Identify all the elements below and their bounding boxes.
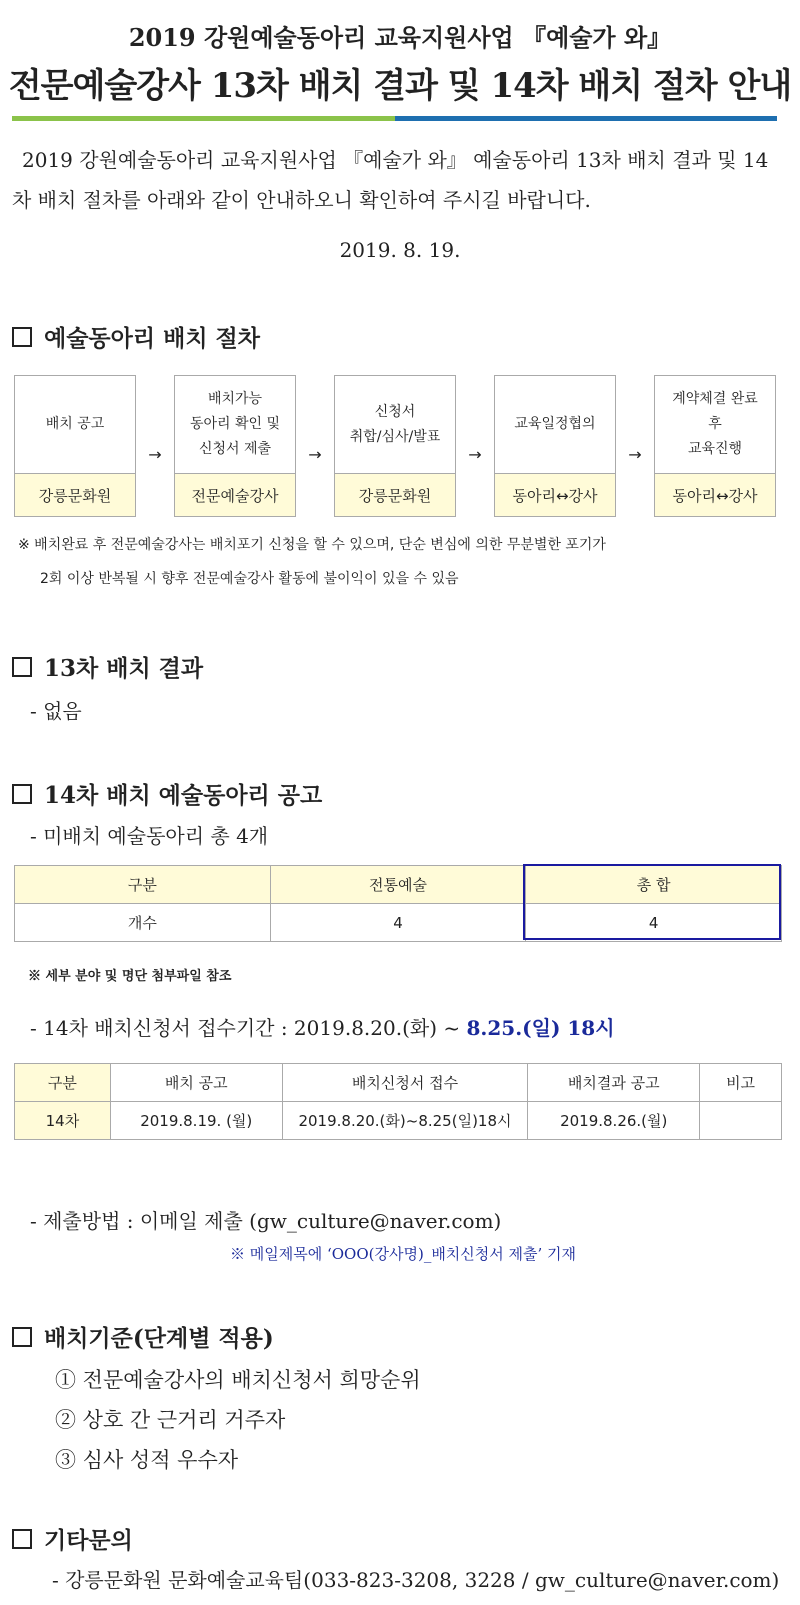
schedule-table	[14, 1063, 782, 1140]
checkbox-square-icon	[12, 1327, 32, 1347]
checkbox-square-icon	[12, 1529, 32, 1549]
arrow-right-icon: →	[308, 445, 322, 464]
checkbox-square-icon	[12, 657, 32, 677]
intro-text: 2019 강원예술동아리 교육지원사업 『예술가 와』 예술동아리 13차 배치 결과 및 14차 배치 절차를 아래와 같이 안내하오니 확인하여 주시길 바랍니다.	[12, 148, 769, 212]
notice-item: - 미배치 예술동아리 총 4개	[30, 824, 269, 848]
section-criteria-heading	[12, 1320, 274, 1353]
submit-note: ※ 메일제목에 ‘OOO(강사명)_배치신청서 제출’ 기재	[230, 1245, 577, 1263]
title-underline	[12, 116, 777, 121]
contact-item: - 강릉문화원 문화예술교육팀(033-823-3208, 3228 / gw_culture@naver.com)	[52, 1568, 780, 1592]
procedure-note: ※ 배치완료 후 전문예술강사는 배치포기 신청을 할 수 있으며, 단순 변심에 의한 무분별한 포기가 2회 이상 반복될 시 향후 전문예술강사 활동에 불이익이 있을 수 있음	[18, 537, 606, 587]
table-row: 구분 전통예술 총 합	[15, 866, 782, 904]
table-row: 개수 4 4	[15, 904, 782, 942]
application-period: - 14차 배치신청서 접수기간 : 2019.8.20.(화) ~ 8.25.(일) 18시	[30, 1016, 615, 1040]
section-notice-heading	[12, 777, 322, 810]
section-title: 13차 배치 결과	[44, 655, 204, 682]
flow-step-5: 계약체결 완료 후 교육진행 동아리↔강사	[654, 375, 776, 517]
checkbox-square-icon	[12, 784, 32, 804]
section-contact-heading	[12, 1522, 133, 1555]
table-row: 14차 2019.8.19. (월) 2019.8.20.(화)~8.25(일)18시 2019.8.26.(월)	[15, 1102, 782, 1140]
procedure-flow	[14, 375, 782, 517]
section-title: 배치기준(단계별 적용)	[44, 1325, 274, 1352]
flow-step-1: 배치 공고 강릉문화원	[14, 375, 136, 517]
result-item: - 없음	[30, 699, 82, 723]
section-title: 기타문의	[44, 1527, 133, 1554]
total-column-highlight	[523, 864, 781, 940]
section-title: 14차 배치 예술동아리 공고	[44, 782, 323, 809]
arrow-right-icon: →	[468, 445, 482, 464]
flow-step-2: 배치가능 동아리 확인 및 신청서 제출 전문예술강사	[174, 375, 296, 517]
section-procedure-heading	[12, 320, 260, 353]
criteria-item: ① 전문예술강사의 배치신청서 희망순위	[55, 1368, 421, 1392]
checkbox-square-icon	[12, 327, 32, 347]
flow-step-4: 교육일정협의 동아리↔강사	[494, 375, 616, 517]
notice-date: 2019. 8. 19.	[339, 238, 461, 262]
arrow-right-icon: →	[628, 445, 642, 464]
flow-step-3: 신청서 취합/심사/발표 강릉문화원	[334, 375, 456, 517]
submit-method: - 제출방법 : 이메일 제출 (gw_culture@naver.com)	[30, 1209, 502, 1233]
attachment-note: ※ 세부 분야 및 명단 첨부파일 참조	[28, 969, 232, 984]
page-title: 전문예술강사 13차 배치 결과 및 14차 배치 절차 안내	[8, 66, 792, 106]
title-line-1: 2019 강원예술동아리 교육지원사업 『예술가 와』	[128, 23, 672, 52]
criteria-item: ③ 심사 성적 우수자	[55, 1448, 239, 1472]
criteria-item: ② 상호 간 근거리 거주자	[55, 1408, 286, 1432]
arrow-right-icon: →	[148, 445, 162, 464]
section-result-heading	[12, 650, 203, 683]
table-row: 구분 배치 공고 배치신청서 접수 배치결과 공고 비고	[15, 1064, 782, 1102]
section-title: 예술동아리 배치 절차	[44, 325, 260, 352]
